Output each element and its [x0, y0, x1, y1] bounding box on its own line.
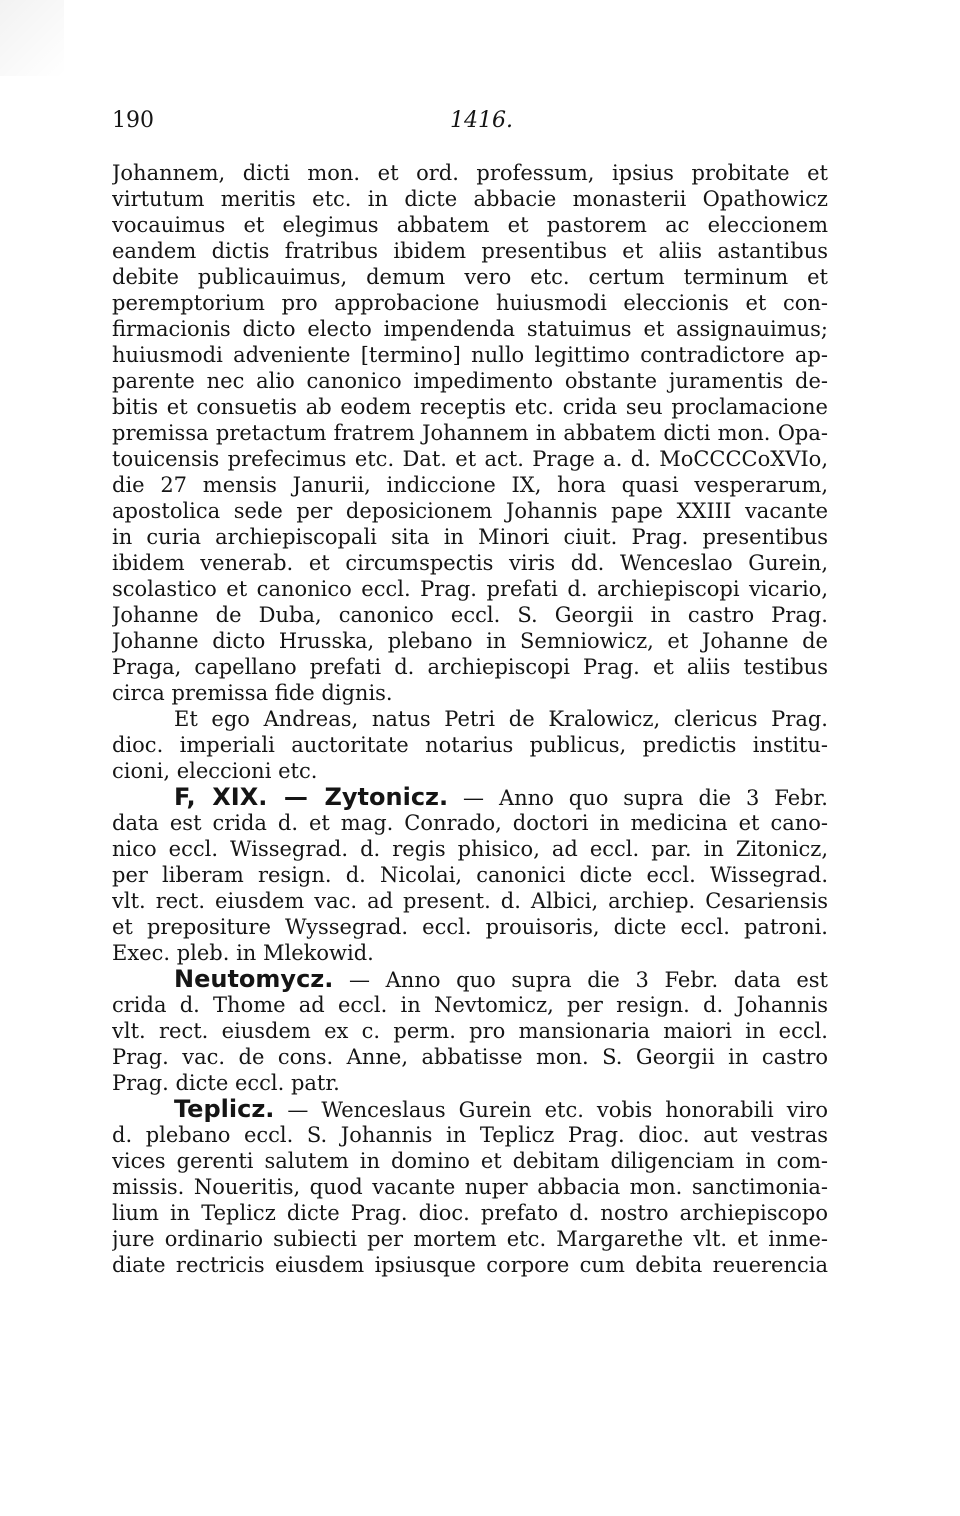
text-line: Praga, capellano prefati d. archiepiscopi Prag. et aliis testibus [112, 655, 828, 679]
text-line: Exec. pleb. in Mlekowid. [112, 941, 374, 965]
text-line: jure ordinario subiecti per mortem etc. Margarethe vlt. et inme- [112, 1227, 828, 1251]
document-body [112, 160, 828, 1278]
text-line: scolastico et canonico eccl. Prag. prefati d. archiepiscopi vicario, [112, 577, 828, 601]
text-line: lium in Teplicz dicte Prag. dioc. prefato d. nostro archiepiscopo [112, 1201, 828, 1225]
text-line: peremptorium pro approbacione huiusmodi eleccionis et con- [112, 291, 828, 315]
entry-heading-rest: — Anno quo supra die 3 Febr. [448, 786, 828, 810]
text-line: dioc. imperiali auctoritate notarius publicus, predictis institu- [112, 733, 828, 757]
text-line: in curia archiepiscopali sita in Minori ciuit. Prag. presentibus [112, 525, 828, 549]
text-line: premissa pretactum fratrem Johannem in abbatem dicti mon. Opa- [112, 421, 828, 445]
text-line: vlt. rect. eiusdem vac. ad present. d. Albici, archiep. Cesariensis [112, 889, 828, 913]
text-line: huiusmodi adveniente [termino] nullo legittimo contradictore ap- [112, 343, 828, 367]
text-line: Johanne dicto Hrusska, plebano in Semniowicz, et Johanne de [112, 629, 828, 653]
text-line: virtutum meritis etc. in dicte abbacie monasterii Opathowicz [112, 187, 828, 211]
text-line: parente nec alio canonico impedimento obstante juramentis de- [112, 369, 828, 393]
text-line: vices gerenti salutem in domino et debitam diligenciam in com- [112, 1149, 828, 1173]
text-line: nico eccl. Wissegrad. d. regis phisico, ad eccl. par. in Zitonicz, [112, 837, 828, 861]
text-line: Johannem, dicti mon. et ord. professum, ipsius probitate et [112, 161, 828, 185]
entry-heading: Teplicz. [174, 1096, 275, 1122]
text-line: data est crida d. et mag. Conrado, doctori in medicina et cano- [112, 811, 828, 835]
text-line: vocauimus et elegimus abbatem et pastorem ac eleccionem [112, 213, 828, 237]
entry-heading-line [112, 1096, 828, 1122]
text-line: eandem dictis fratribus ibidem presentibus et aliis astantibus [112, 239, 828, 263]
entry-heading-line [112, 784, 828, 810]
text-line: circa premissa fide dignis. [112, 681, 393, 705]
text-line: Johanne de Duba, canonico eccl. S. Georgii in castro Prag. [112, 603, 828, 627]
scan-shading [0, 0, 64, 76]
entry-heading-rest: — Anno quo supra die 3 Febr. data est [333, 968, 828, 992]
page-header [112, 108, 828, 142]
text-line: bitis et consuetis ab eodem receptis etc. crida seu proclamacione [112, 395, 828, 419]
text-line: Et ego Andreas, natus Petri de Kralowicz, clericus Prag. [174, 707, 828, 731]
text-line: Prag. vac. de cons. Anne, abbatisse mon. S. Georgii in castro [112, 1045, 828, 1069]
entry-heading: Neutomycz. [174, 966, 334, 992]
text-line: et prepositure Wyssegrad. eccl. prouisoris, dicte eccl. patroni. [112, 915, 828, 939]
text-line: vlt. rect. eiusdem ex c. perm. pro mansionaria maiori in eccl. [112, 1019, 828, 1043]
text-line: Prag. dicte eccl. patr. [112, 1071, 340, 1095]
text-line: firmacionis dicto electo impendenda statuimus et assignauimus; [112, 317, 828, 341]
text-line: diate rectricis eiusdem ipsiusque corpore cum debita reuerencia [112, 1253, 828, 1277]
page-number: 190 [112, 108, 154, 133]
entry-heading-line [112, 966, 828, 992]
entry-heading-rest: — Wenceslaus Gurein etc. vobis honorabili viro [274, 1098, 828, 1122]
text-line: ibidem venerab. et circumspectis viris dd. Wenceslao Gurein, [112, 551, 828, 575]
text-line: debite publicauimus, demum vero etc. certum terminum et [112, 265, 828, 289]
text-line: crida d. Thome ad eccl. in Nevtomicz, per resign. d. Johannis [112, 993, 828, 1017]
text-line: touicensis prefecimus etc. Dat. et act. Prage a. d. MoCCCCoXVIo, [112, 447, 828, 471]
text-line: per liberam resign. d. Nicolai, canonici dicte eccl. Wissegrad. [112, 863, 828, 887]
text-line: die 27 mensis Janurii, indiccione IX, hora quasi vesperarum, [112, 473, 828, 497]
running-year: 1416. [450, 108, 513, 133]
text-line: d. plebano eccl. S. Johannis in Teplicz Prag. dioc. aut vestras [112, 1123, 828, 1147]
text-line: apostolica sede per deposicionem Johannis pape XXIII vacante [112, 499, 828, 523]
text-line: cioni, eleccioni etc. [112, 759, 318, 783]
entry-heading: F, XIX. — Zytonicz. [174, 784, 449, 810]
text-line: missis. Noueritis, quod vacante nuper abbacia mon. sanctimonia- [112, 1175, 828, 1199]
